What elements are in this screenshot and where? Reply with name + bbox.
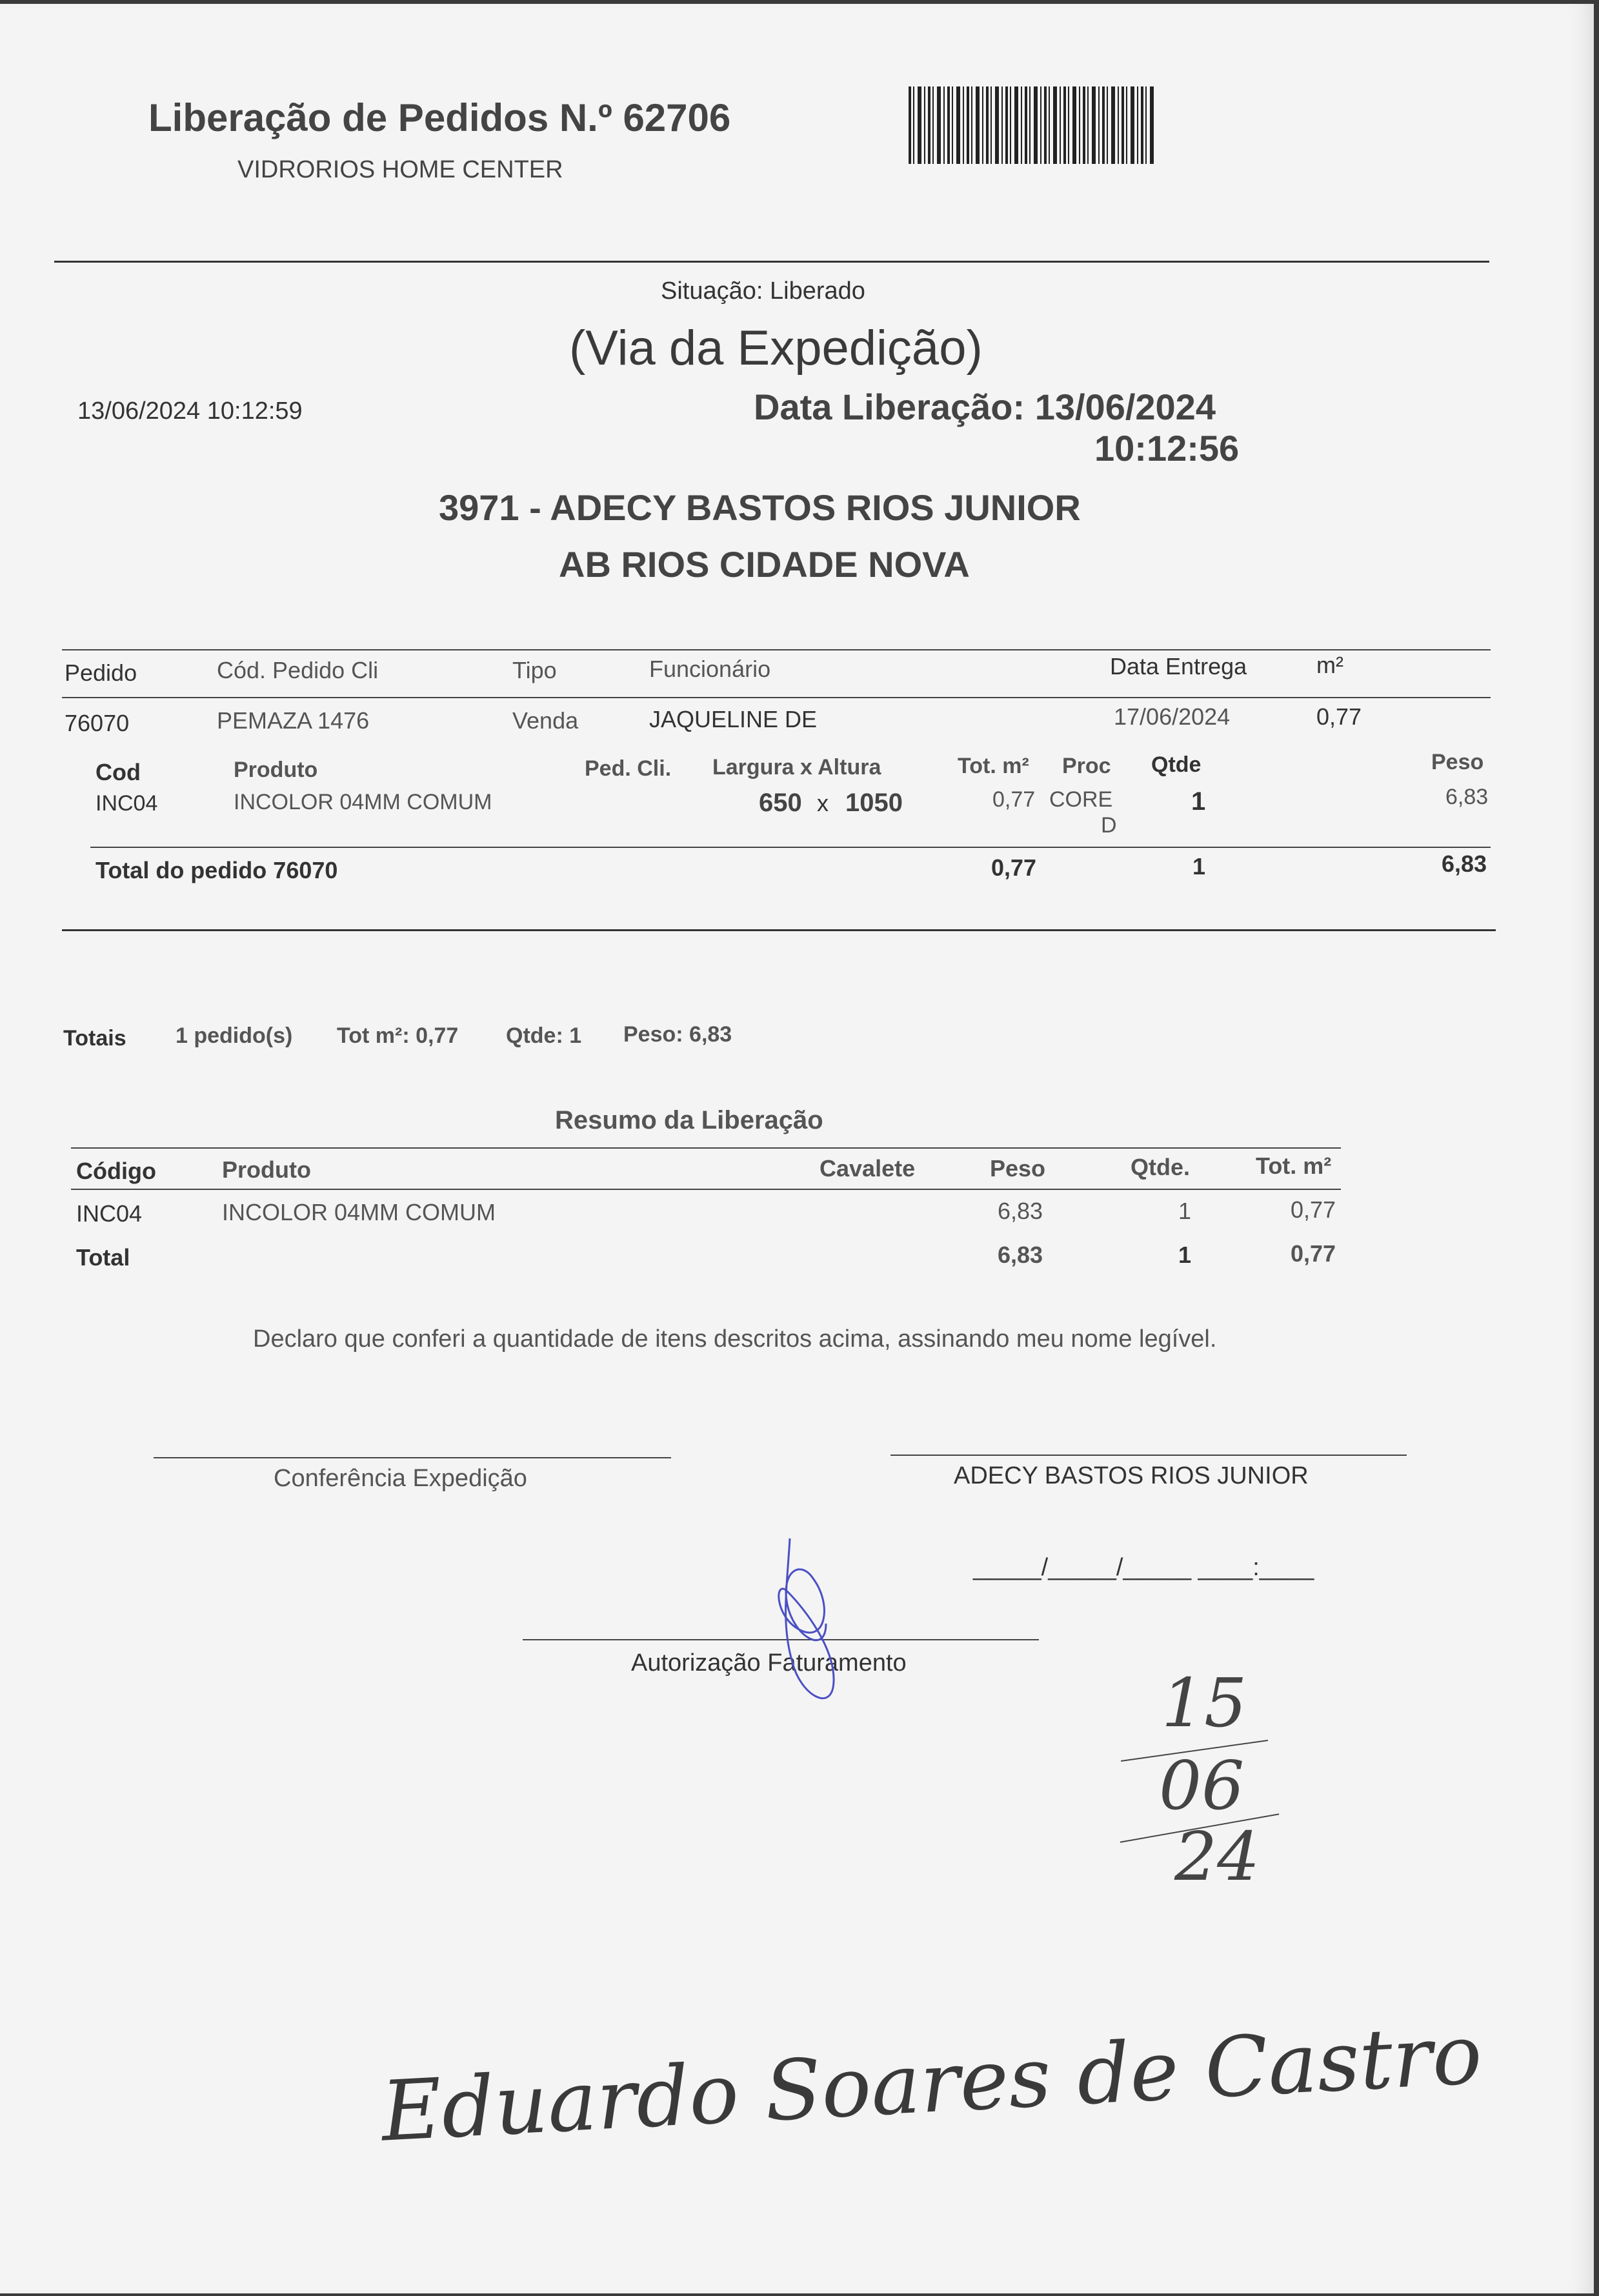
authorization-signature xyxy=(761,1533,858,1727)
order-total-label: Total do pedido 76070 xyxy=(96,857,338,883)
signature-label-conferencia: Conferência Expedição xyxy=(274,1465,527,1492)
col-m2: m² xyxy=(1316,652,1343,678)
item-largura: 650 xyxy=(759,789,802,817)
items-col-peso: Peso xyxy=(1431,750,1484,774)
items-col-tot-m2: Tot. m² xyxy=(958,754,1029,778)
summary-title: Resumo da Liberação xyxy=(555,1106,823,1134)
item-qtde: 1 xyxy=(1191,787,1206,816)
summary-col-qtde: Qtde. xyxy=(1131,1154,1191,1180)
handwritten-day: 15 xyxy=(1162,1664,1247,1742)
order-data-entrega: 17/06/2024 xyxy=(1114,703,1231,730)
item-peso: 6,83 xyxy=(1445,785,1489,809)
item-x: x xyxy=(817,790,829,816)
company-name: VIDRORIOS HOME CENTER xyxy=(237,156,563,183)
order-total-m2: 0,77 xyxy=(991,854,1037,881)
handwritten-year: 24 xyxy=(1174,1817,1260,1896)
divider xyxy=(62,649,1491,650)
release-time: 10:12:56 xyxy=(1094,428,1240,468)
summary-row-produto: INCOLOR 04MM COMUM xyxy=(222,1199,496,1225)
summary-total-tot-m2: 0,77 xyxy=(1291,1240,1336,1267)
divider xyxy=(62,929,1496,931)
col-data-entrega: Data Entrega xyxy=(1110,653,1247,680)
divider xyxy=(54,261,1489,263)
handwritten-month: 06 xyxy=(1159,1746,1245,1825)
summary-col-codigo: Código xyxy=(76,1158,156,1184)
order-tipo: Venda xyxy=(512,707,579,734)
col-cod-pedido-cli: Cód. Pedido Cli xyxy=(217,657,379,683)
items-col-proc: Proc xyxy=(1062,754,1111,778)
items-col-ped-cli: Ped. Cli. xyxy=(585,756,672,781)
date-time-slots: _____/_____/_____ ____:____ xyxy=(973,1554,1314,1581)
signature-line-client xyxy=(890,1455,1407,1456)
summary-col-produto: Produto xyxy=(222,1156,311,1183)
status-text: Situação: Liberado xyxy=(661,277,865,305)
item-tot-m2: 0,77 xyxy=(992,787,1036,812)
order-funcionario: JAQUELINE DE xyxy=(649,706,818,732)
order-total-qtde: 1 xyxy=(1192,853,1206,880)
summary-col-tot-m2: Tot. m² xyxy=(1256,1153,1332,1179)
col-funcionario: Funcionário xyxy=(649,656,771,682)
totals-m2: Tot m²: 0,77 xyxy=(337,1023,459,1048)
document-title: Liberação de Pedidos N.º 62706 xyxy=(148,96,731,139)
summary-col-peso: Peso xyxy=(990,1155,1046,1182)
col-tipo: Tipo xyxy=(512,657,557,683)
copy-type: (Via da Expedição) xyxy=(569,321,983,376)
signature-label-client: ADECY BASTOS RIOS JUNIOR xyxy=(954,1462,1309,1489)
totals-qtde: Qtde: 1 xyxy=(506,1023,582,1048)
signature-line-conferencia xyxy=(154,1457,671,1458)
summary-row-peso: 6,83 xyxy=(998,1198,1043,1224)
signature-label-autorizacao: Autorização Faturamento xyxy=(631,1649,907,1677)
summary-row-tot-m2: 0,77 xyxy=(1291,1196,1336,1223)
order-m2: 0,77 xyxy=(1316,703,1362,730)
items-col-dims: Largura x Altura xyxy=(712,755,881,780)
items-col-qtde: Qtde xyxy=(1151,752,1202,777)
totals-label: Totais xyxy=(63,1026,126,1051)
item-altura: 1050 xyxy=(845,789,903,817)
divider xyxy=(90,847,1491,848)
totals-peso: Peso: 6,83 xyxy=(623,1022,732,1047)
summary-row-codigo: INC04 xyxy=(76,1200,143,1227)
items-col-cod: Cod xyxy=(96,759,141,785)
order-cod-pedido-cli: PEMAZA 1476 xyxy=(217,707,370,734)
barcode xyxy=(909,86,1156,164)
summary-total-peso: 6,83 xyxy=(998,1242,1043,1268)
item-proc-cont: D xyxy=(1101,813,1117,838)
divider xyxy=(62,697,1491,698)
item-proc: CORE xyxy=(1049,787,1113,812)
item-cod: INC04 xyxy=(96,791,158,816)
release-date: Data Liberação: 13/06/2024 xyxy=(754,387,1216,427)
order-pedido: 76070 xyxy=(65,710,130,736)
totals-pedidos: 1 pedido(s) xyxy=(176,1023,293,1048)
handwritten-name: Eduardo Soares de Castro xyxy=(379,2006,1485,2160)
summary-total-label: Total xyxy=(76,1244,130,1271)
declaration-text: Declaro que conferi a quantidade de itens descritos acima, assinando meu nome legível. xyxy=(253,1325,1217,1353)
summary-total-qtde: 1 xyxy=(1178,1242,1192,1268)
client-store: AB RIOS CIDADE NOVA xyxy=(559,544,970,585)
summary-row-qtde: 1 xyxy=(1178,1198,1192,1224)
summary-col-cavalete: Cavalete xyxy=(820,1155,916,1182)
print-datetime: 13/06/2024 10:12:59 xyxy=(77,398,303,425)
client-name: 3971 - ADECY BASTOS RIOS JUNIOR xyxy=(439,487,1081,528)
divider xyxy=(71,1147,1341,1149)
items-col-produto: Produto xyxy=(234,758,318,782)
document-page xyxy=(0,4,1594,2293)
col-pedido: Pedido xyxy=(65,660,137,686)
divider xyxy=(71,1189,1341,1190)
item-produto: INCOLOR 04MM COMUM xyxy=(234,790,492,814)
order-total-peso: 6,83 xyxy=(1442,851,1487,877)
